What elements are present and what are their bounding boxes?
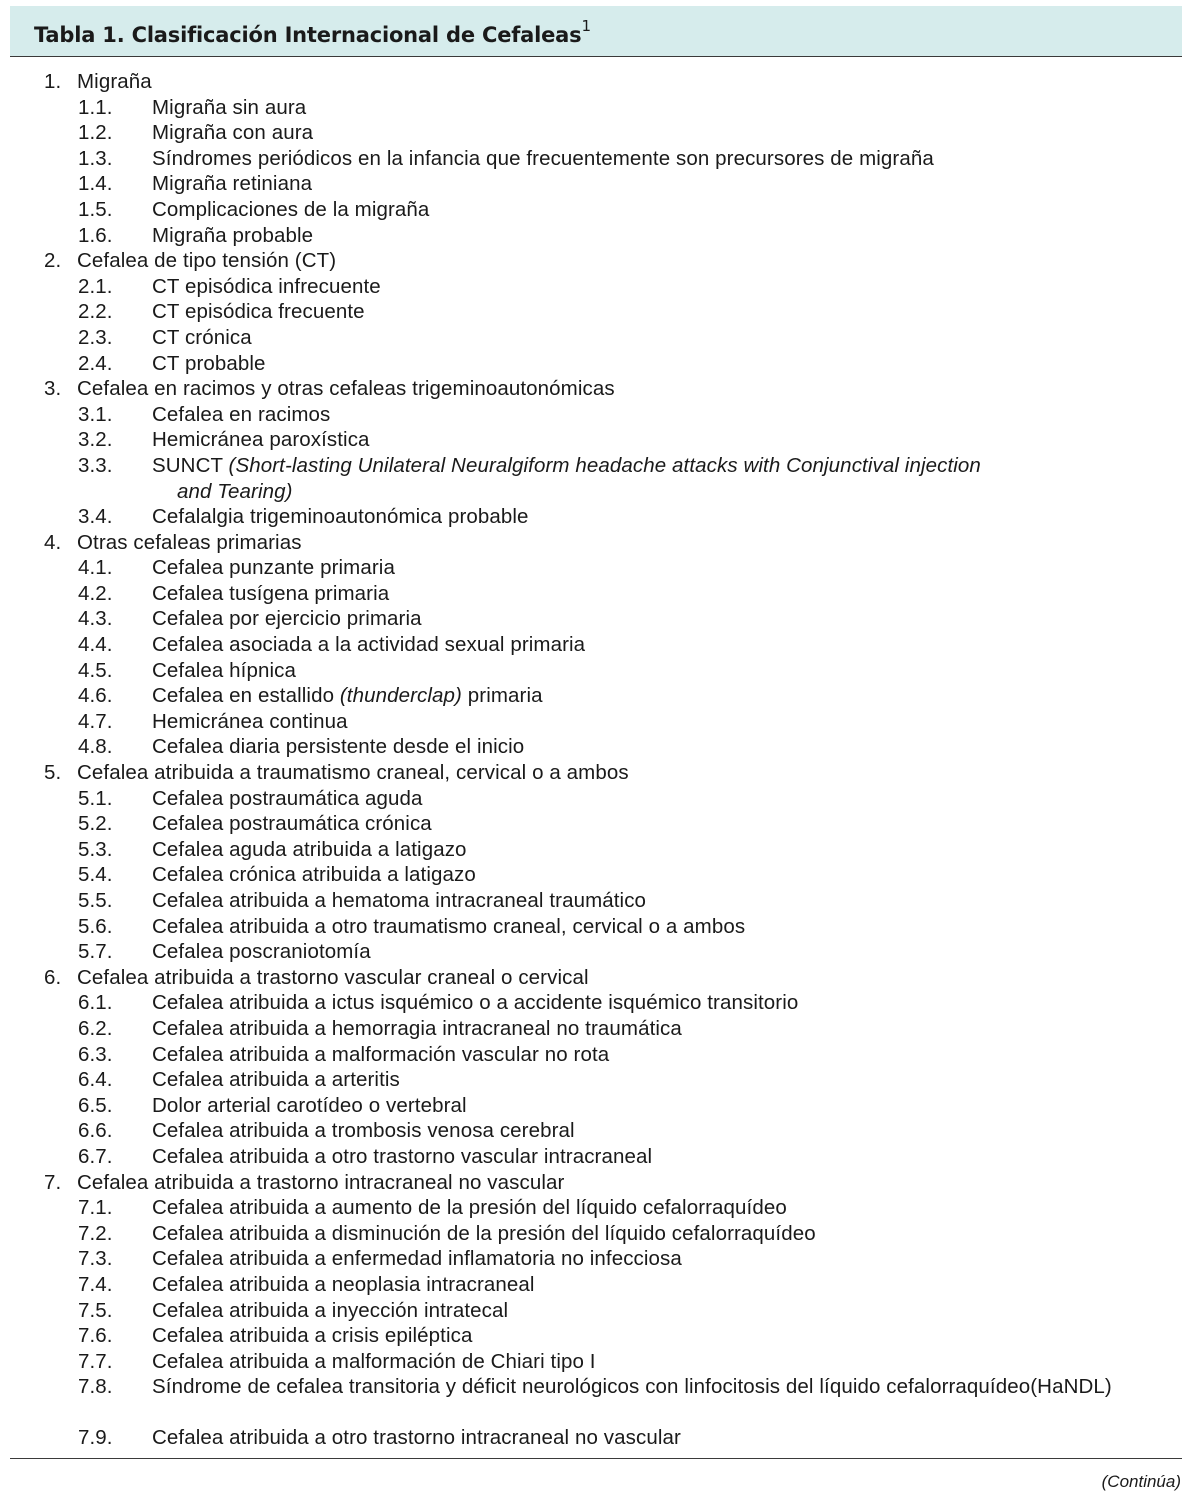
- subcategory-number: 1.5.: [78, 197, 113, 221]
- subcategory-number: 7.7.: [78, 1349, 113, 1373]
- subcategory-label: Migraña retiniana: [152, 172, 313, 196]
- subcategory-text: [152, 325, 1142, 351]
- subcategory-number: 7.3.: [78, 1247, 113, 1271]
- subcategory-label: Síndromes periódicos en la infancia que frecuentemente son precursores de migraña: [152, 146, 934, 170]
- subcategory-italic: (thunderclap): [339, 684, 462, 708]
- bottom-rule: [10, 1458, 1182, 1459]
- subcategory-number: 7.4.: [78, 1272, 113, 1296]
- subcategory-text: [152, 837, 1142, 863]
- subcategory-after: primaria: [467, 684, 543, 708]
- subcategory-number: 3.4.: [78, 505, 113, 529]
- subcategory-row: [10, 504, 1182, 530]
- subcategory-text: [152, 427, 1142, 453]
- subcategory-text: [152, 734, 1142, 760]
- category-number: 7.: [44, 1170, 62, 1194]
- subcategory-number: 7.5.: [78, 1298, 113, 1322]
- title-footnote: 1: [581, 17, 591, 35]
- subcategory-text: [152, 939, 1142, 965]
- subcategory-row: [10, 274, 1182, 300]
- subcategory-number: 5.3.: [78, 837, 113, 861]
- subcategory-text: [152, 197, 1142, 223]
- subcategory-label: Migraña probable: [152, 223, 314, 247]
- subcategory-text: [152, 1272, 1142, 1298]
- subcategory-label: Migraña con aura: [152, 121, 314, 145]
- subcategory-number: 5.7.: [78, 940, 113, 964]
- subcategory-number: 4.8.: [78, 735, 113, 759]
- subcategory-row: [10, 606, 1182, 632]
- subcategory-number: 3.2.: [78, 428, 113, 452]
- subcategory-text: [152, 402, 1142, 428]
- subcategory-number: 4.2.: [78, 581, 113, 605]
- subcategory-italic: (Short-lasting Unilateral Neuralgiform headache attacks with Conjunctival injection: [228, 453, 981, 477]
- subcategory-number: 1.4.: [78, 172, 113, 196]
- subcategory-number: 1.2.: [78, 121, 113, 145]
- subcategory-label: CT probable: [152, 351, 266, 375]
- subcategory-text: [152, 632, 1142, 658]
- subcategory-row: [10, 1323, 1182, 1349]
- subcategory-label: Cefalea asociada a la actividad sexual primaria: [152, 633, 586, 657]
- subcategory-label: Cefalea poscraniotomía: [152, 940, 371, 964]
- subcategory-text: [152, 709, 1142, 735]
- subcategory-row: [10, 402, 1182, 428]
- subcategory-label: Cefalea atribuida a trombosis venosa cerebral: [152, 1119, 575, 1143]
- subcategory-label: Hemicránea continua: [152, 709, 348, 733]
- subcategory-text: [152, 658, 1142, 684]
- subcategory-label: Cefalea atribuida a otro traumatismo craneal, cervical o a ambos: [152, 914, 746, 938]
- subcategory-text: [152, 606, 1142, 632]
- table-title: [34, 17, 591, 47]
- subcategory-row: [10, 1093, 1182, 1119]
- category-row: [10, 248, 1182, 274]
- subcategory-number: 5.4.: [78, 863, 113, 887]
- subcategory-row: [10, 1118, 1182, 1144]
- subcategory-number: 5.6.: [78, 914, 113, 938]
- subcategory-number: 4.4.: [78, 633, 113, 657]
- subcategory-row: [10, 811, 1182, 837]
- subcategory-number: 6.2.: [78, 1016, 113, 1040]
- category-row: [10, 760, 1182, 786]
- subcategory-label: Cefalea atribuida a hemorragia intracraneal no traumática: [152, 1016, 682, 1040]
- subcategory-row: [10, 837, 1182, 863]
- subcategory-label: Cefalea por ejercicio primaria: [152, 607, 422, 631]
- subcategory-label: Cefalea atribuida a neoplasia intracraneal: [152, 1272, 535, 1296]
- subcategory-label: Cefalea aguda atribuida a latigazo: [152, 837, 467, 861]
- subcategory-row: [10, 171, 1182, 197]
- category-label: Cefalea de tipo tensión (CT): [77, 249, 337, 273]
- subcategory-label: Cefalea en racimos: [152, 402, 331, 426]
- table-title-text: Tabla 1. Clasificación Internacional de Cefaleas: [34, 23, 582, 47]
- subcategory-row: [10, 1067, 1182, 1093]
- subcategory-label: Cefalea atribuida a otro trastorno vascular intracraneal: [152, 1144, 653, 1168]
- subcategory-text: [152, 786, 1142, 812]
- subcategory-text: [152, 1195, 1142, 1221]
- subcategory-label: Cefalea atribuida a disminución de la presión del líquido cefalorraquídeo: [152, 1221, 816, 1245]
- subcategory-row: [10, 683, 1182, 709]
- subcategory-text: [152, 914, 1142, 940]
- continua-note: (Continúa): [1101, 1472, 1181, 1491]
- subcategory-text: [152, 1067, 1142, 1093]
- subcategory-number: 6.7.: [78, 1144, 113, 1168]
- subcategory-text: [152, 1323, 1142, 1349]
- subcategory-number: 7.6.: [78, 1324, 113, 1348]
- subcategory-text: [152, 1298, 1142, 1324]
- subcategory-number: 7.8.: [78, 1375, 113, 1399]
- category-row: [10, 530, 1182, 556]
- category-label: Cefalea atribuida a trastorno vascular craneal o cervical: [77, 965, 589, 989]
- subcategory-text: [152, 146, 1142, 172]
- subcategory-label: Cefalea atribuida a arteritis: [152, 1068, 400, 1092]
- subcategory-row: [10, 1298, 1182, 1324]
- subcategory-label: Cefalea atribuida a otro trastorno intracraneal no vascular: [152, 1426, 681, 1450]
- subcategory-label: Cefalea diaria persistente desde el inicio: [152, 735, 525, 759]
- subcategory-label: Migraña sin aura: [152, 95, 307, 119]
- subcategory-row: [10, 120, 1182, 146]
- subcategory-text: [152, 1093, 1142, 1119]
- subcategory-number: 3.3.: [78, 453, 113, 477]
- subcategory-text: [152, 1118, 1142, 1144]
- subcategory-text: [152, 555, 1142, 581]
- subcategory-label: Cefalea tusígena primaria: [152, 581, 390, 605]
- subcategory-label: Dolor arterial carotídeo o vertebral: [152, 1093, 467, 1117]
- subcategory-label: Cefalea atribuida a crisis epiléptica: [152, 1324, 473, 1348]
- subcategory-row: [10, 299, 1182, 325]
- subcategory-text: [152, 1374, 1142, 1400]
- subcategory-row: [10, 1246, 1182, 1272]
- subcategory-text: [152, 888, 1142, 914]
- subcategory-text: [152, 683, 1142, 709]
- subcategory-number: 4.3.: [78, 607, 113, 631]
- subcategory-text: [152, 1246, 1142, 1272]
- subcategory-number: 1.6.: [78, 223, 113, 247]
- subcategory-text: [152, 862, 1142, 888]
- subcategory-text: [152, 504, 1142, 530]
- subcategory-italic-cont: and Tearing): [177, 479, 293, 503]
- subcategory-text: [152, 299, 1142, 325]
- subcategory-row: [10, 709, 1182, 735]
- subcategory-number: 6.4.: [78, 1068, 113, 1092]
- subcategory-text: [152, 120, 1142, 146]
- subcategory-text: [152, 1016, 1142, 1042]
- subcategory-number: 6.3.: [78, 1042, 113, 1066]
- subcategory-number: 5.2.: [78, 812, 113, 836]
- subcategory-row: [10, 658, 1182, 684]
- subcategory-row: [10, 146, 1182, 172]
- subcategory-label: Cefalea atribuida a aumento de la presión del líquido cefalorraquídeo: [152, 1196, 787, 1220]
- subcategory-row: [10, 786, 1182, 812]
- subcategory-number: 4.5.: [78, 658, 113, 682]
- subcategory-label: Cefalea atribuida a inyección intratecal: [152, 1298, 509, 1322]
- subcategory-label: Cefalea hípnica: [152, 658, 296, 682]
- subcategory-row: [10, 197, 1182, 223]
- subcategory-number: 2.4.: [78, 351, 113, 375]
- subcategory-text: [152, 453, 1142, 504]
- category-number: 1.: [44, 70, 62, 93]
- subcategory-label: Hemicránea paroxística: [152, 428, 370, 452]
- subcategory-label: Síndrome de cefalea transitoria y déficit neurológicos con linfocitosis del líquido cefalorraquídeo: [152, 1375, 1031, 1399]
- subcategory-number: 2.1.: [78, 274, 113, 298]
- subcategory-number: 1.3.: [78, 146, 113, 170]
- subcategory-text: [152, 1221, 1142, 1247]
- subcategory-row: [10, 1272, 1182, 1298]
- subcategory-row: [10, 325, 1182, 351]
- subcategory-row: [10, 95, 1182, 121]
- category-row: [10, 376, 1182, 402]
- subcategory-row: [10, 632, 1182, 658]
- category-label: Cefalea atribuida a traumatismo craneal, cervical o a ambos: [77, 761, 629, 785]
- classification-list: [10, 69, 1182, 1451]
- subcategory-row: [10, 1221, 1182, 1247]
- subcategory-label: CT crónica: [152, 325, 252, 349]
- subcategory-number: 5.5.: [78, 889, 113, 912]
- subcategory-number: 7.9.: [78, 1426, 113, 1450]
- subcategory-text: [152, 1042, 1142, 1068]
- subcategory-text: [152, 1349, 1142, 1375]
- subcategory-row: [10, 453, 1182, 504]
- category-label: Otras cefaleas primarias: [77, 530, 302, 554]
- subcategory-number: 4.7.: [78, 709, 113, 733]
- subcategory-row: [10, 888, 1182, 914]
- subcategory-label: Cefalea atribuida a malformación de Chiari tipo I: [152, 1349, 596, 1373]
- subcategory-row: [10, 1374, 1182, 1425]
- subcategory-number: 6.6.: [78, 1119, 113, 1143]
- category-row: [10, 69, 1182, 95]
- table-header: [10, 6, 1182, 57]
- subcategory-text: [152, 581, 1142, 607]
- subcategory-text: [152, 95, 1142, 121]
- subcategory-row: [10, 223, 1182, 249]
- subcategory-row: [10, 939, 1182, 965]
- subcategory-label: Cefalea postraumática aguda: [152, 786, 423, 810]
- subcategory-number: 7.1.: [78, 1196, 113, 1220]
- subcategory-row: [10, 427, 1182, 453]
- category-label: Cefalea atribuida a trastorno intracraneal no vascular: [77, 1170, 565, 1194]
- subcategory-label: Cefalea punzante primaria: [152, 556, 395, 580]
- subcategory-label: Cefalea crónica atribuida a latigazo: [152, 863, 476, 887]
- subcategory-label-cont: (HaNDL): [1030, 1375, 1112, 1399]
- subcategory-label: CT episódica frecuente: [152, 300, 365, 324]
- subcategory-label: Cefalea atribuida a ictus isquémico o a accidente isquémico transitorio: [152, 991, 799, 1015]
- subcategory-text: [152, 1425, 1142, 1451]
- subcategory-label: Cefalea en estallido: [152, 684, 335, 708]
- subcategory-label: Complicaciones de la migraña: [152, 197, 430, 221]
- subcategory-row: [10, 1425, 1182, 1451]
- subcategory-number: 4.6.: [78, 684, 113, 708]
- subcategory-text: [152, 223, 1142, 249]
- subcategory-number: 2.3.: [78, 325, 113, 349]
- category-row: [10, 1170, 1182, 1196]
- subcategory-number: 3.1.: [78, 402, 113, 426]
- subcategory-number: 1.1.: [78, 95, 113, 119]
- category-number: 2.: [44, 249, 62, 273]
- subcategory-text: [152, 1144, 1142, 1170]
- subcategory-number: 7.2.: [78, 1221, 113, 1245]
- subcategory-label: Cefalea postraumática crónica: [152, 812, 432, 836]
- category-label: Cefalea en racimos y otras cefaleas trigeminoautonómicas: [77, 377, 615, 401]
- subcategory-row: [10, 734, 1182, 760]
- subcategory-number: 6.1.: [78, 991, 113, 1015]
- subcategory-label: Cefalea atribuida a hematoma intracraneal traumático: [152, 889, 647, 912]
- category-number: 6.: [44, 965, 62, 989]
- subcategory-row: [10, 1016, 1182, 1042]
- subcategory-row: [10, 862, 1182, 888]
- subcategory-label: Cefalea atribuida a enfermedad inflamatoria no infecciosa: [152, 1247, 682, 1271]
- subcategory-row: [10, 555, 1182, 581]
- subcategory-row: [10, 990, 1182, 1016]
- category-number: 4.: [44, 530, 62, 554]
- subcategory-text: [152, 990, 1142, 1016]
- subcategory-number: 6.5.: [78, 1093, 113, 1117]
- subcategory-number: 4.1.: [78, 556, 113, 580]
- subcategory-row: [10, 581, 1182, 607]
- subcategory-row: [10, 351, 1182, 377]
- category-number: 5.: [44, 761, 62, 785]
- subcategory-row: [10, 914, 1182, 940]
- subcategory-text: [152, 351, 1142, 377]
- category-label: Migraña: [77, 70, 152, 93]
- subcategory-label: CT episódica infrecuente: [152, 274, 381, 298]
- subcategory-text: [152, 171, 1142, 197]
- category-number: 3.: [44, 377, 62, 401]
- subcategory-row: [10, 1042, 1182, 1068]
- subcategory-text: [152, 811, 1142, 837]
- subcategory-number: 2.2.: [78, 300, 113, 324]
- subcategory-row: [10, 1349, 1182, 1375]
- subcategory-label: SUNCT: [152, 453, 223, 477]
- subcategory-label: Cefalea atribuida a malformación vascular no rota: [152, 1042, 610, 1066]
- subcategory-row: [10, 1144, 1182, 1170]
- subcategory-text: [152, 274, 1142, 300]
- subcategory-label: Cefalalgia trigeminoautonómica probable: [152, 505, 529, 529]
- subcategory-row: [10, 1195, 1182, 1221]
- category-row: [10, 965, 1182, 991]
- subcategory-number: 5.1.: [78, 786, 113, 810]
